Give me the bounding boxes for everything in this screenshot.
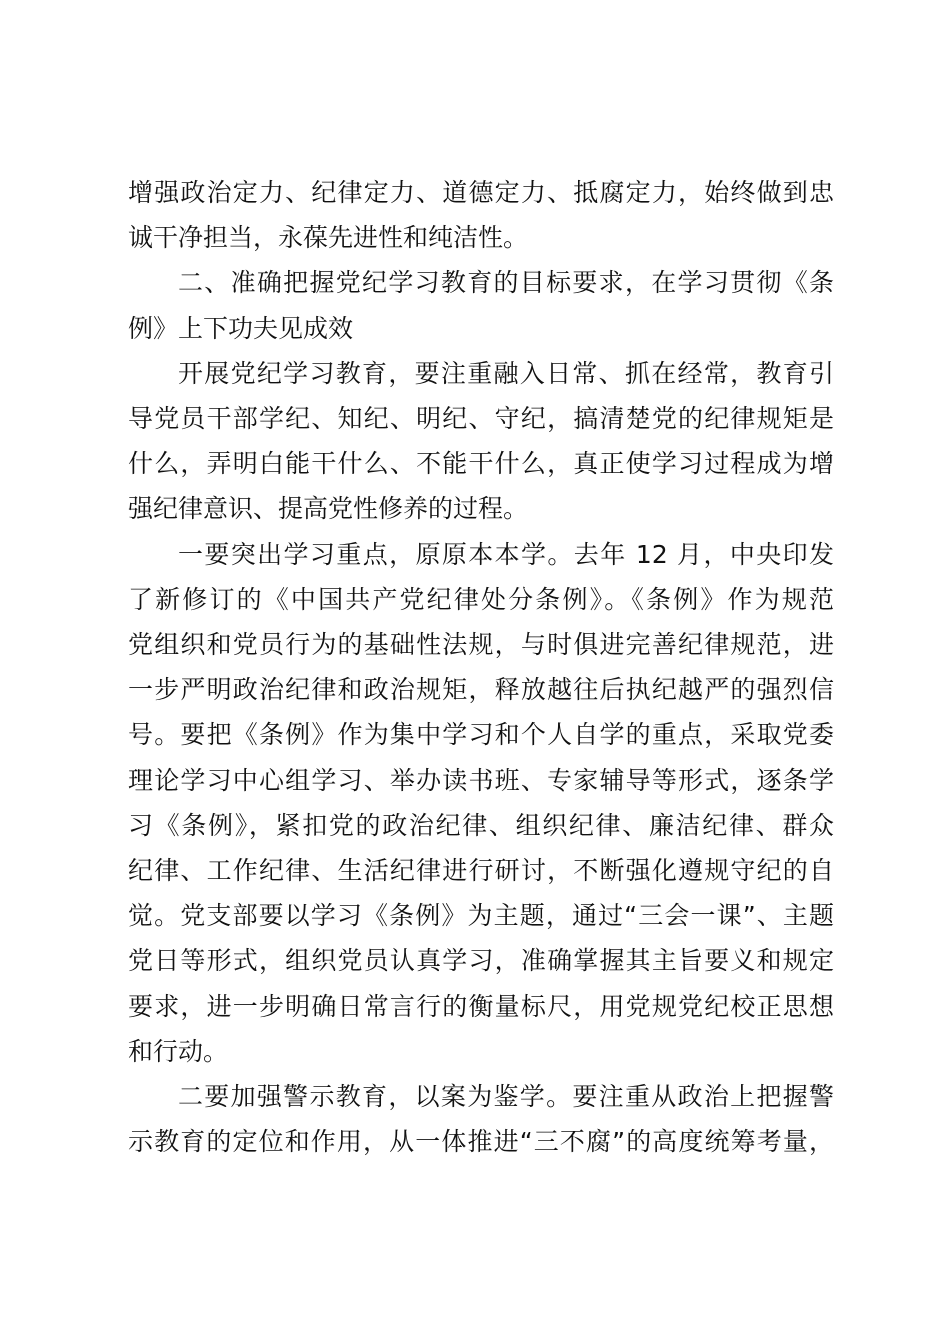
text-line: 诚干净担当，永葆先进性和纯洁性。 xyxy=(128,223,529,253)
section-heading xyxy=(128,260,834,350)
text-line: 增强政治定力、纪律定力、道德定力、抵腐定力，始终做到忠 xyxy=(128,178,834,207)
text-line: 示教育的定位和作用，从一体推进“三不腐”的高度统筹考量， xyxy=(128,1127,834,1157)
text-line: 导党员干部学纪、知纪、明纪、守纪，搞清楚党的纪律规矩是 xyxy=(128,404,834,434)
text-line: 一要突出学习重点，原原本本学。去年 12 月，中央印发 xyxy=(178,539,834,569)
text-line: 纪律、工作纪律、生活纪律进行研讨，不断强化遵规守纪的自 xyxy=(128,856,834,886)
text-line: 例》上下功夫见成效 xyxy=(128,313,354,343)
text-line: 二、准确把握党纪学习教育的目标要求，在学习贯彻《条 xyxy=(178,268,834,298)
text-line: 要求，进一步明确日常言行的衡量标尺，用党规党纪校正思想 xyxy=(128,991,834,1021)
paragraph xyxy=(128,532,834,1074)
text-line: 习《条例》，紧扣党的政治纪律、组织纪律、廉洁纪律、群众 xyxy=(128,810,834,840)
text-line: 理论学习中心组学习、举办读书班、专家辅导等形式，逐条学 xyxy=(128,765,834,795)
text-line: 什么，弄明白能干什么、不能干什么，真正使学习过程成为增 xyxy=(128,449,834,479)
text-line: 觉。党支部要以学习《条例》为主题，通过“三会一课”、主题 xyxy=(128,901,834,931)
text-line: 和行动。 xyxy=(128,1036,229,1066)
text-line: 强纪律意识、提高党性修养的过程。 xyxy=(128,494,529,524)
text-line: 党日等形式，组织党员认真学习，准确掌握其主旨要义和规定 xyxy=(128,946,834,976)
text-line: 开展党纪学习教育，要注重融入日常、抓在经常，教育引 xyxy=(178,358,834,388)
text-line: 号。要把《条例》作为集中学习和个人自学的重点，采取党委 xyxy=(128,720,834,750)
document-body xyxy=(128,170,834,1164)
text-line: 二要加强警示教育，以案为鉴学。要注重从政治上把握警 xyxy=(178,1082,834,1112)
text-line: 了新修订的《中国共产党纪律处分条例》。《条例》作为规范 xyxy=(128,584,834,614)
text-line: 一步严明政治纪律和政治规矩，释放越往后执纪越严的强烈信 xyxy=(128,675,834,705)
paragraph xyxy=(128,1074,834,1164)
paragraph xyxy=(128,170,834,260)
text-line: 党组织和党员行为的基础性法规，与时俱进完善纪律规范，进 xyxy=(128,630,834,660)
paragraph xyxy=(128,351,834,532)
